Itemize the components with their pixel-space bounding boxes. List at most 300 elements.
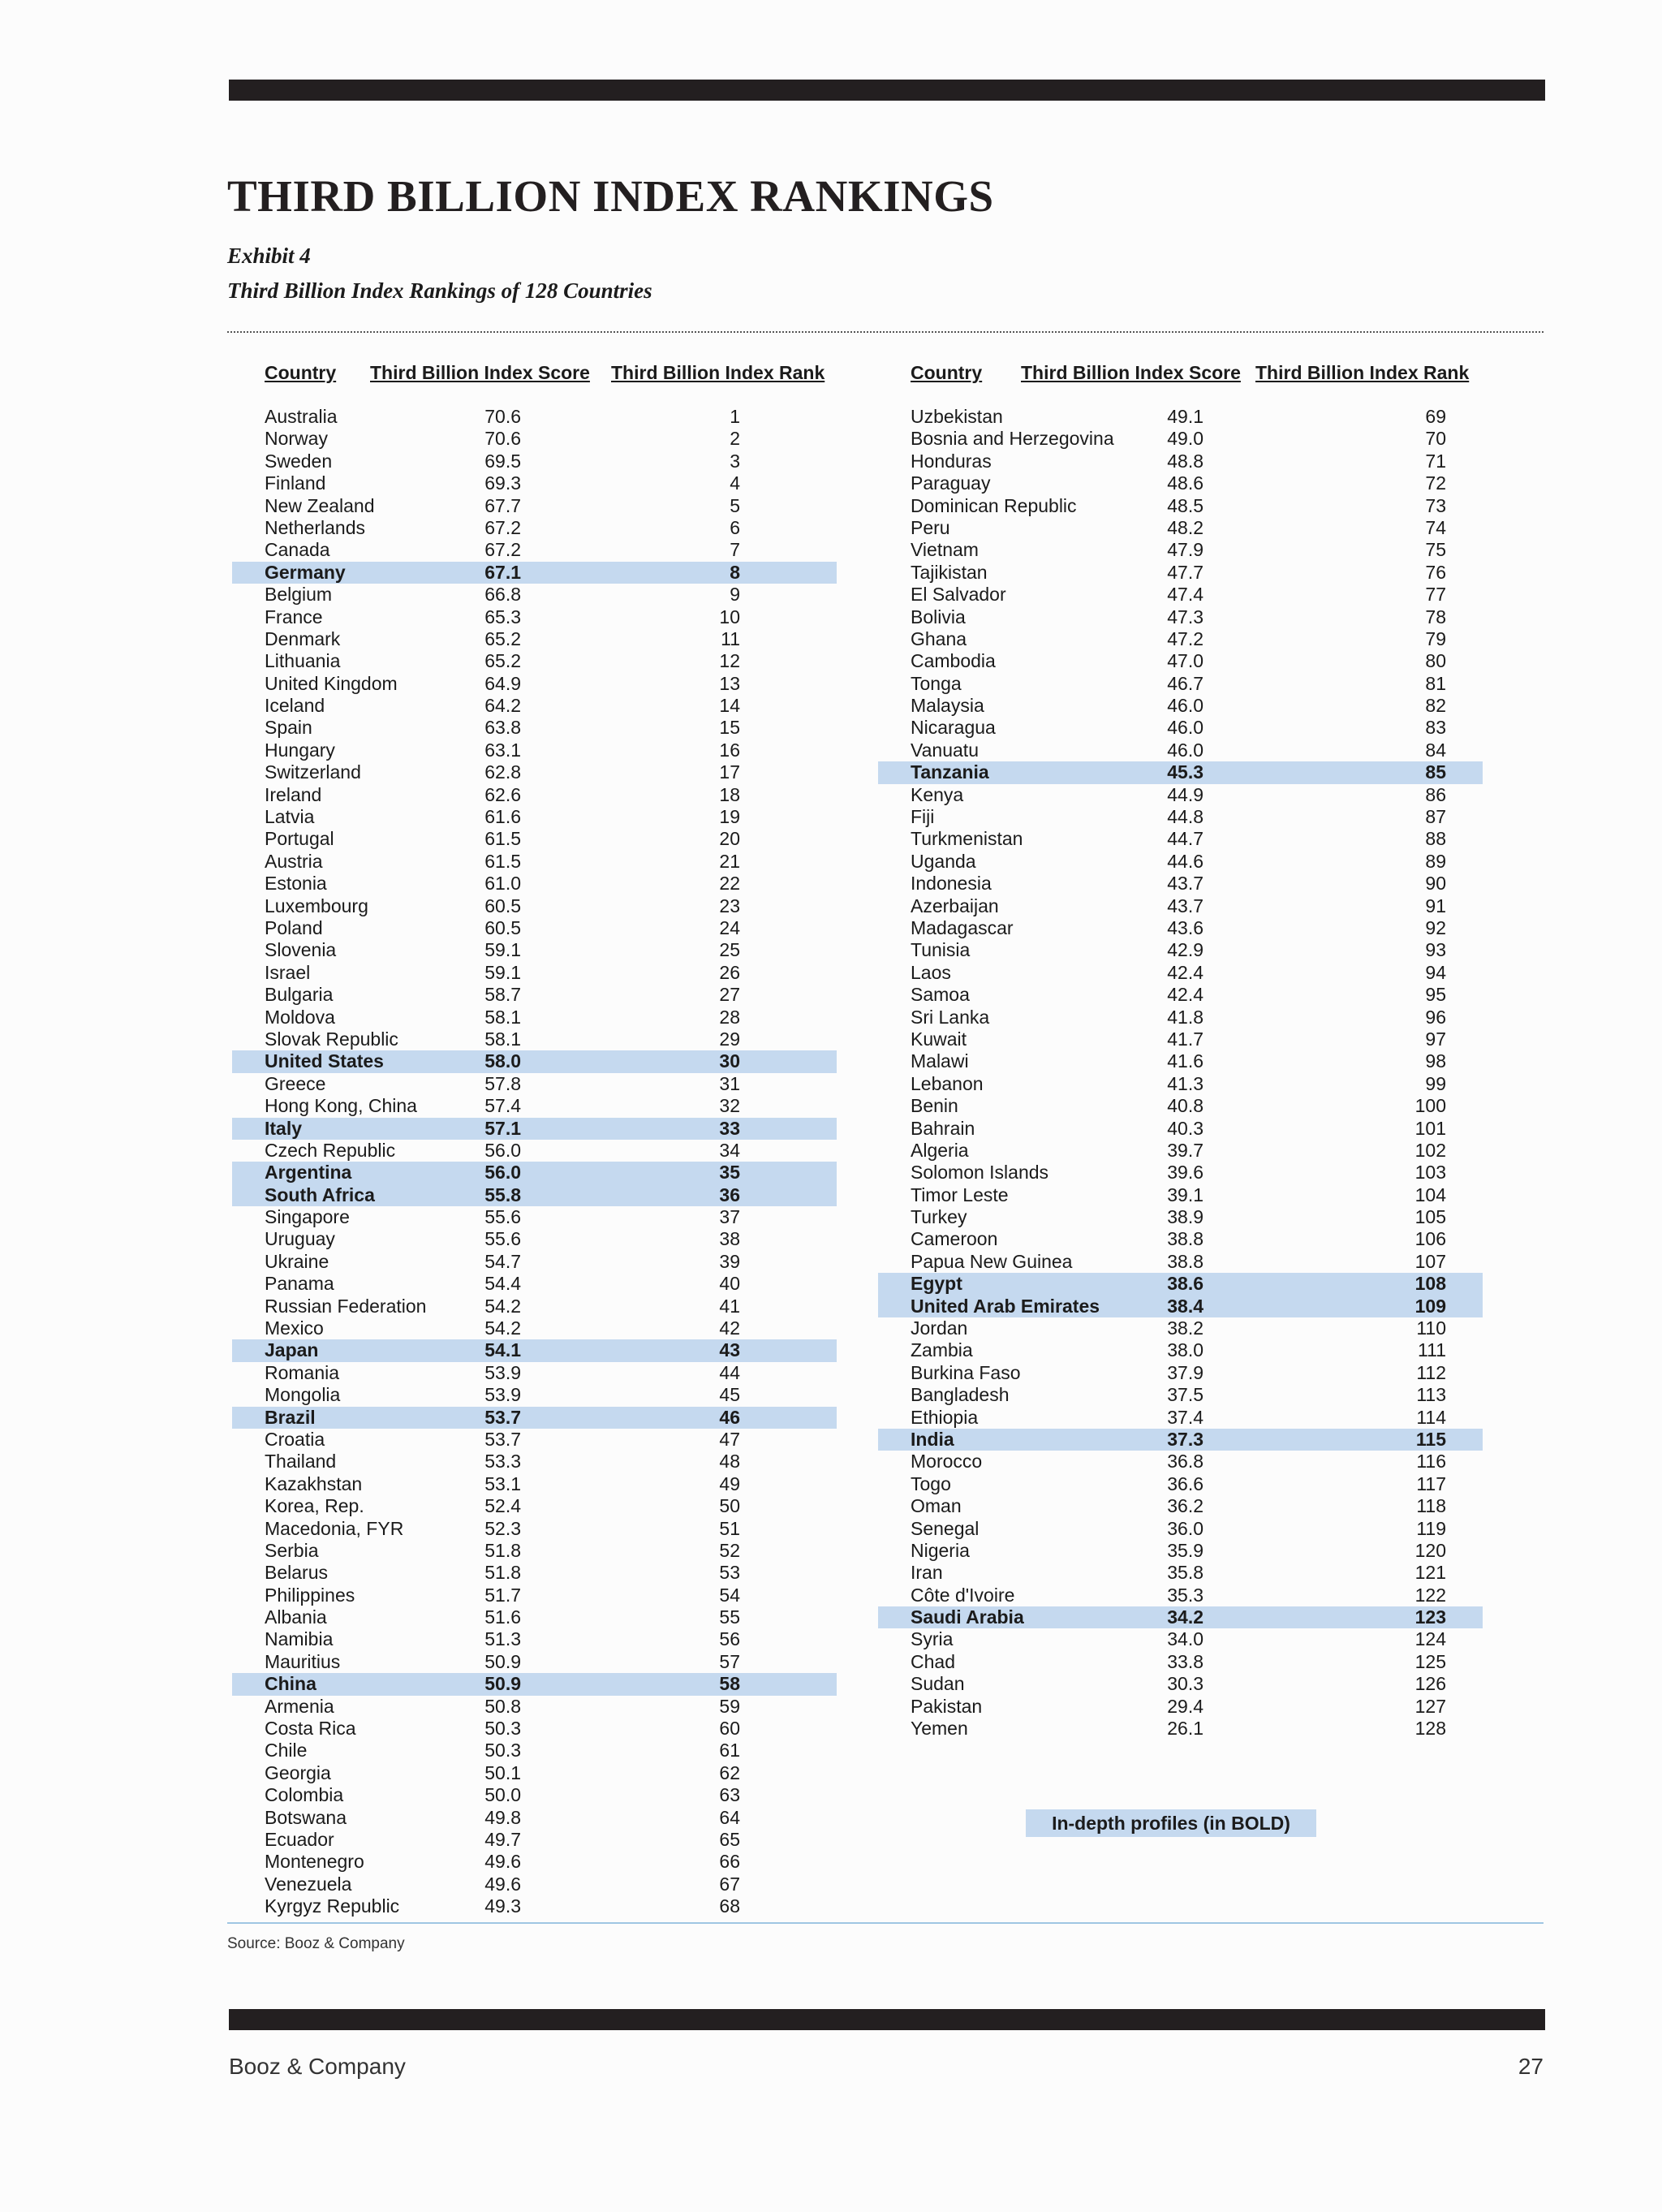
- country-cell: Iran: [911, 1562, 943, 1584]
- rank-cell: 32: [719, 1095, 740, 1117]
- score-cell: 49.3: [484, 1895, 521, 1917]
- rank-cell: 65: [719, 1829, 740, 1850]
- score-cell: 35.8: [1167, 1562, 1203, 1584]
- country-cell: Vietnam: [911, 539, 979, 561]
- rank-cell: 37: [719, 1206, 740, 1228]
- country-cell: Malawi: [911, 1050, 969, 1072]
- rank-cell: 24: [719, 916, 740, 938]
- score-cell: 38.6: [1167, 1273, 1203, 1295]
- score-cell: 54.1: [484, 1339, 521, 1361]
- table-row: [232, 1562, 837, 1584]
- rank-cell: 108: [1414, 1273, 1446, 1295]
- rank-cell: 31: [719, 1072, 740, 1094]
- score-cell: 36.2: [1167, 1495, 1203, 1517]
- footer-company: Booz & Company: [229, 2054, 406, 2079]
- country-cell: Chile: [265, 1740, 308, 1761]
- rank-cell: 91: [1425, 895, 1446, 916]
- country-cell: Pakistan: [911, 1695, 983, 1717]
- score-cell: 51.8: [484, 1562, 521, 1584]
- country-cell: Uzbekistan: [911, 406, 1003, 427]
- country-cell: South Africa: [265, 1184, 375, 1205]
- table-row: [878, 1140, 1483, 1162]
- rank-cell: 7: [730, 539, 740, 561]
- rank-cell: 39: [719, 1250, 740, 1272]
- score-cell: 50.0: [484, 1784, 521, 1806]
- score-cell: 35.9: [1167, 1539, 1203, 1561]
- rank-cell: 122: [1414, 1584, 1446, 1606]
- score-cell: 50.1: [484, 1761, 521, 1783]
- table-row: [232, 1050, 837, 1072]
- score-cell: 56.0: [484, 1139, 521, 1161]
- rank-cell: 62: [719, 1761, 740, 1783]
- country-cell: Belgium: [265, 584, 333, 606]
- table-row: [878, 428, 1483, 450]
- score-cell: 60.5: [484, 895, 521, 916]
- table-row: [232, 451, 837, 472]
- table-row: [232, 1162, 837, 1184]
- table-row: [878, 1228, 1483, 1250]
- score-cell: 37.4: [1167, 1406, 1203, 1428]
- country-cell: Paraguay: [911, 472, 991, 494]
- table-row: [232, 1762, 837, 1784]
- score-cell: 44.8: [1167, 806, 1203, 828]
- score-cell: 55.6: [484, 1206, 521, 1228]
- country-cell: Morocco: [911, 1451, 983, 1473]
- table-header: [232, 362, 837, 390]
- rank-cell: 42: [719, 1317, 740, 1339]
- table-row: [232, 1407, 837, 1429]
- table-row: [232, 1228, 837, 1250]
- rank-cell: 116: [1416, 1451, 1446, 1473]
- country-cell: Slovenia: [265, 939, 337, 961]
- country-cell: Dominican Republic: [911, 494, 1077, 516]
- rank-cell: 13: [719, 672, 740, 694]
- country-cell: Zambia: [911, 1339, 973, 1361]
- country-cell: Mexico: [265, 1317, 324, 1339]
- table-row: [878, 1606, 1483, 1628]
- rank-cell: 96: [1425, 1006, 1446, 1028]
- rank-cell: 113: [1416, 1384, 1446, 1406]
- score-cell: 38.8: [1167, 1250, 1203, 1272]
- score-cell: 49.0: [1167, 428, 1203, 450]
- score-cell: 30.3: [1167, 1673, 1203, 1695]
- table-header: [878, 362, 1483, 390]
- table-row: [878, 1384, 1483, 1406]
- header-score: Third Billion Index Score: [370, 362, 590, 383]
- rank-cell: 27: [719, 984, 740, 1006]
- country-cell: Czech Republic: [265, 1139, 396, 1161]
- rank-cell: 86: [1425, 783, 1446, 805]
- rank-cell: 99: [1425, 1072, 1446, 1094]
- country-cell: Bahrain: [911, 1117, 975, 1139]
- score-cell: 51.8: [484, 1539, 521, 1561]
- table-row: [878, 1028, 1483, 1050]
- rank-cell: 88: [1425, 828, 1446, 850]
- score-cell: 47.7: [1167, 561, 1203, 583]
- table-row: [878, 1095, 1483, 1117]
- country-cell: Chad: [911, 1650, 955, 1672]
- score-cell: 40.8: [1167, 1095, 1203, 1117]
- dotted-divider: [227, 331, 1544, 333]
- rank-cell: 92: [1425, 916, 1446, 938]
- score-cell: 39.7: [1167, 1139, 1203, 1161]
- rank-cell: 29: [719, 1028, 740, 1050]
- rank-cell: 117: [1416, 1473, 1446, 1494]
- score-cell: 37.9: [1167, 1361, 1203, 1383]
- rank-cell: 119: [1416, 1517, 1446, 1539]
- country-cell: United States: [265, 1050, 384, 1072]
- rank-cell: 93: [1425, 939, 1446, 961]
- country-cell: Romania: [265, 1361, 340, 1383]
- table-row: [232, 739, 837, 761]
- score-cell: 38.9: [1167, 1206, 1203, 1228]
- rank-cell: 48: [719, 1451, 740, 1473]
- header-rank: Third Billion Index Rank: [611, 362, 825, 383]
- table-row: [878, 828, 1483, 850]
- country-cell: Iceland: [265, 695, 325, 717]
- table-row: [878, 739, 1483, 761]
- rank-cell: 89: [1425, 850, 1446, 872]
- score-cell: 41.8: [1167, 1006, 1203, 1028]
- table-row: [232, 895, 837, 917]
- country-cell: Singapore: [265, 1206, 350, 1228]
- table-row: [232, 1628, 837, 1650]
- country-cell: Senegal: [911, 1517, 980, 1539]
- rank-cell: 21: [719, 850, 740, 872]
- rank-cell: 105: [1414, 1206, 1446, 1228]
- country-cell: Australia: [265, 406, 338, 427]
- rank-cell: 19: [719, 806, 740, 828]
- rank-cell: 28: [719, 1006, 740, 1028]
- score-cell: 37.3: [1167, 1428, 1203, 1450]
- table-row: [878, 1251, 1483, 1273]
- country-cell: Colombia: [265, 1784, 344, 1806]
- score-cell: 58.0: [484, 1050, 521, 1072]
- country-cell: United Kingdom: [265, 672, 398, 694]
- table-row: [232, 1007, 837, 1028]
- score-cell: 58.1: [484, 1028, 521, 1050]
- table-row: [232, 1073, 837, 1095]
- rank-cell: 41: [719, 1295, 740, 1317]
- country-cell: Kuwait: [911, 1028, 967, 1050]
- rank-cell: 40: [719, 1273, 740, 1295]
- rank-cell: 30: [719, 1050, 740, 1072]
- table-row: [878, 1562, 1483, 1584]
- country-cell: Kyrgyz Republic: [265, 1895, 400, 1917]
- score-cell: 67.7: [484, 494, 521, 516]
- table-row: [232, 1028, 837, 1050]
- rank-cell: 78: [1425, 606, 1446, 627]
- country-cell: Egypt: [911, 1273, 962, 1295]
- rank-cell: 33: [719, 1117, 740, 1139]
- rank-cell: 85: [1425, 761, 1446, 783]
- country-cell: Montenegro: [265, 1851, 364, 1873]
- score-cell: 65.3: [484, 606, 521, 627]
- table-row: [878, 962, 1483, 984]
- country-cell: Argentina: [265, 1162, 352, 1184]
- table-row: [878, 495, 1483, 517]
- source-divider: [227, 1922, 1544, 1924]
- rank-cell: 12: [719, 650, 740, 672]
- score-cell: 48.5: [1167, 494, 1203, 516]
- score-cell: 48.2: [1167, 516, 1203, 538]
- table-row: [878, 851, 1483, 873]
- rank-cell: 50: [719, 1495, 740, 1517]
- score-cell: 33.8: [1167, 1650, 1203, 1672]
- rank-cell: 103: [1414, 1162, 1446, 1184]
- table-row: [232, 584, 837, 606]
- table-row: [232, 673, 837, 695]
- score-cell: 63.8: [484, 717, 521, 739]
- table-row: [232, 495, 837, 517]
- rank-cell: 124: [1414, 1628, 1446, 1650]
- table-row: [878, 1007, 1483, 1028]
- table-row: [232, 1606, 837, 1628]
- table-rows: [878, 406, 1483, 1740]
- rank-cell: 38: [719, 1228, 740, 1250]
- rank-cell: 128: [1414, 1718, 1446, 1740]
- score-cell: 70.6: [484, 406, 521, 427]
- table-row: [232, 1296, 837, 1317]
- score-cell: 54.7: [484, 1250, 521, 1272]
- country-cell: Benin: [911, 1095, 958, 1117]
- table-row: [878, 451, 1483, 472]
- score-cell: 62.8: [484, 761, 521, 783]
- table-row: [232, 1829, 837, 1851]
- country-cell: Costa Rica: [265, 1718, 356, 1740]
- country-cell: Uruguay: [265, 1228, 335, 1250]
- table-row: [232, 1451, 837, 1473]
- score-cell: 57.1: [484, 1117, 521, 1139]
- rank-cell: 115: [1415, 1428, 1446, 1450]
- table-row: [232, 1429, 837, 1451]
- table-row: [878, 717, 1483, 739]
- country-cell: Georgia: [265, 1761, 331, 1783]
- rank-cell: 67: [719, 1873, 740, 1895]
- country-cell: Namibia: [265, 1628, 334, 1650]
- table-row: [878, 1362, 1483, 1384]
- country-cell: Thailand: [265, 1451, 337, 1473]
- table-row: [232, 1851, 837, 1873]
- table-row: [232, 1473, 837, 1495]
- top-rule-bar: [229, 80, 1545, 101]
- table-row: [878, 806, 1483, 828]
- country-cell: Switzerland: [265, 761, 361, 783]
- rank-cell: 125: [1414, 1650, 1446, 1672]
- country-cell: Japan: [265, 1339, 319, 1361]
- country-cell: Germany: [265, 561, 346, 583]
- country-cell: Estonia: [265, 873, 327, 895]
- country-cell: El Salvador: [911, 584, 1006, 606]
- rank-cell: 109: [1414, 1295, 1446, 1317]
- table-row: [232, 1696, 837, 1718]
- score-cell: 42.4: [1167, 961, 1203, 983]
- country-cell: Lebanon: [911, 1072, 984, 1094]
- rank-cell: 73: [1425, 494, 1446, 516]
- rank-cell: 94: [1425, 961, 1446, 983]
- table-row: [232, 851, 837, 873]
- score-cell: 29.4: [1167, 1695, 1203, 1717]
- score-cell: 53.3: [484, 1451, 521, 1473]
- rank-cell: 84: [1425, 739, 1446, 761]
- rank-cell: 49: [719, 1473, 740, 1494]
- country-cell: Azerbaijan: [911, 895, 999, 916]
- country-cell: Burkina Faso: [911, 1361, 1021, 1383]
- table-row: [232, 1140, 837, 1162]
- score-cell: 50.3: [484, 1740, 521, 1761]
- rank-cell: 114: [1416, 1406, 1446, 1428]
- table-row: [232, 917, 837, 939]
- rank-cell: 55: [719, 1606, 740, 1628]
- rank-cell: 87: [1425, 806, 1446, 828]
- score-cell: 53.7: [484, 1428, 521, 1450]
- score-cell: 55.8: [484, 1184, 521, 1205]
- country-cell: Luxembourg: [265, 895, 368, 916]
- table-row: [232, 1518, 837, 1540]
- score-cell: 67.1: [484, 561, 521, 583]
- rank-cell: 18: [719, 783, 740, 805]
- country-cell: Botswana: [265, 1806, 347, 1828]
- score-cell: 65.2: [484, 627, 521, 649]
- rank-cell: 106: [1414, 1228, 1446, 1250]
- score-cell: 53.7: [484, 1406, 521, 1428]
- rank-cell: 75: [1425, 539, 1446, 561]
- rank-cell: 102: [1414, 1139, 1446, 1161]
- country-cell: Moldova: [265, 1006, 335, 1028]
- table-row: [878, 1206, 1483, 1228]
- score-cell: 44.9: [1167, 783, 1203, 805]
- country-cell: Kenya: [911, 783, 964, 805]
- country-cell: Ethiopia: [911, 1406, 979, 1428]
- table-row: [232, 761, 837, 783]
- score-cell: 43.7: [1167, 895, 1203, 916]
- header-score: Third Billion Index Score: [1021, 362, 1241, 383]
- score-cell: 63.1: [484, 739, 521, 761]
- country-cell: Lithuania: [265, 650, 341, 672]
- country-cell: United Arab Emirates: [911, 1295, 1100, 1317]
- table-row: [878, 1162, 1483, 1184]
- rank-cell: 6: [730, 516, 740, 538]
- score-cell: 36.8: [1167, 1451, 1203, 1473]
- table-row: [232, 1362, 837, 1384]
- score-cell: 49.6: [484, 1851, 521, 1873]
- score-cell: 53.1: [484, 1473, 521, 1494]
- score-cell: 61.5: [484, 850, 521, 872]
- country-cell: Serbia: [265, 1539, 319, 1561]
- score-cell: 45.3: [1167, 761, 1203, 783]
- score-cell: 62.6: [484, 783, 521, 805]
- score-cell: 46.0: [1167, 717, 1203, 739]
- rank-cell: 60: [719, 1718, 740, 1740]
- country-cell: Norway: [265, 428, 328, 450]
- table-row: [232, 628, 837, 650]
- rank-cell: 17: [719, 761, 740, 783]
- score-cell: 51.6: [484, 1606, 521, 1628]
- rank-cell: 43: [719, 1339, 740, 1361]
- country-cell: Russian Federation: [265, 1295, 427, 1317]
- rank-cell: 45: [719, 1384, 740, 1406]
- country-cell: Indonesia: [911, 873, 992, 895]
- country-cell: Panama: [265, 1273, 334, 1295]
- rank-cell: 25: [719, 939, 740, 961]
- table-row: [878, 1473, 1483, 1495]
- table-row: [232, 939, 837, 961]
- rank-cell: 71: [1425, 450, 1446, 472]
- rank-cell: 83: [1425, 717, 1446, 739]
- table-row: [878, 1184, 1483, 1206]
- table-row: [232, 1585, 837, 1606]
- country-cell: Bulgaria: [265, 984, 334, 1006]
- country-cell: Korea, Rep.: [265, 1495, 364, 1517]
- legend-bold-profiles: In-depth profiles (in BOLD): [1026, 1809, 1316, 1837]
- rank-cell: 72: [1425, 472, 1446, 494]
- score-cell: 49.7: [484, 1829, 521, 1850]
- rank-cell: 54: [719, 1584, 740, 1606]
- rank-cell: 20: [719, 828, 740, 850]
- score-cell: 48.8: [1167, 450, 1203, 472]
- score-cell: 69.3: [484, 472, 521, 494]
- country-cell: Turkmenistan: [911, 828, 1023, 850]
- score-cell: 58.7: [484, 984, 521, 1006]
- rank-cell: 101: [1414, 1117, 1446, 1139]
- score-cell: 50.8: [484, 1695, 521, 1717]
- country-cell: Ukraine: [265, 1250, 329, 1272]
- rank-cell: 127: [1414, 1695, 1446, 1717]
- country-cell: Canada: [265, 539, 330, 561]
- table-row: [878, 673, 1483, 695]
- table-row: [232, 517, 837, 539]
- rank-cell: 3: [730, 450, 740, 472]
- table-row: [878, 1273, 1483, 1295]
- score-cell: 50.9: [484, 1673, 521, 1695]
- country-cell: Sweden: [265, 450, 333, 472]
- score-cell: 51.3: [484, 1628, 521, 1650]
- rank-cell: 81: [1425, 672, 1446, 694]
- table-row: [232, 428, 837, 450]
- rank-cell: 110: [1416, 1317, 1446, 1339]
- score-cell: 38.8: [1167, 1228, 1203, 1250]
- table-row: [232, 1874, 837, 1895]
- table-row: [878, 406, 1483, 428]
- score-cell: 59.1: [484, 961, 521, 983]
- rank-cell: 70: [1425, 428, 1446, 450]
- score-cell: 55.6: [484, 1228, 521, 1250]
- rank-cell: 16: [719, 739, 740, 761]
- country-cell: Saudi Arabia: [911, 1606, 1024, 1628]
- table-row: [878, 1673, 1483, 1695]
- rank-cell: 64: [719, 1806, 740, 1828]
- table-row: [232, 873, 837, 895]
- table-row: [878, 917, 1483, 939]
- rank-cell: 51: [719, 1517, 740, 1539]
- rank-cell: 52: [719, 1539, 740, 1561]
- rank-cell: 10: [719, 606, 740, 627]
- rank-cell: 118: [1416, 1495, 1446, 1517]
- country-cell: Turkey: [911, 1206, 967, 1228]
- rank-cell: 9: [730, 584, 740, 606]
- table-row: [232, 806, 837, 828]
- rank-cell: 100: [1414, 1095, 1446, 1117]
- country-cell: Vanuatu: [911, 739, 979, 761]
- score-cell: 48.6: [1167, 472, 1203, 494]
- table-row: [232, 1339, 837, 1361]
- country-cell: Italy: [265, 1117, 303, 1139]
- score-cell: 35.3: [1167, 1584, 1203, 1606]
- score-cell: 38.0: [1167, 1339, 1203, 1361]
- country-cell: Denmark: [265, 627, 341, 649]
- table-row: [232, 406, 837, 428]
- table-row: [878, 895, 1483, 917]
